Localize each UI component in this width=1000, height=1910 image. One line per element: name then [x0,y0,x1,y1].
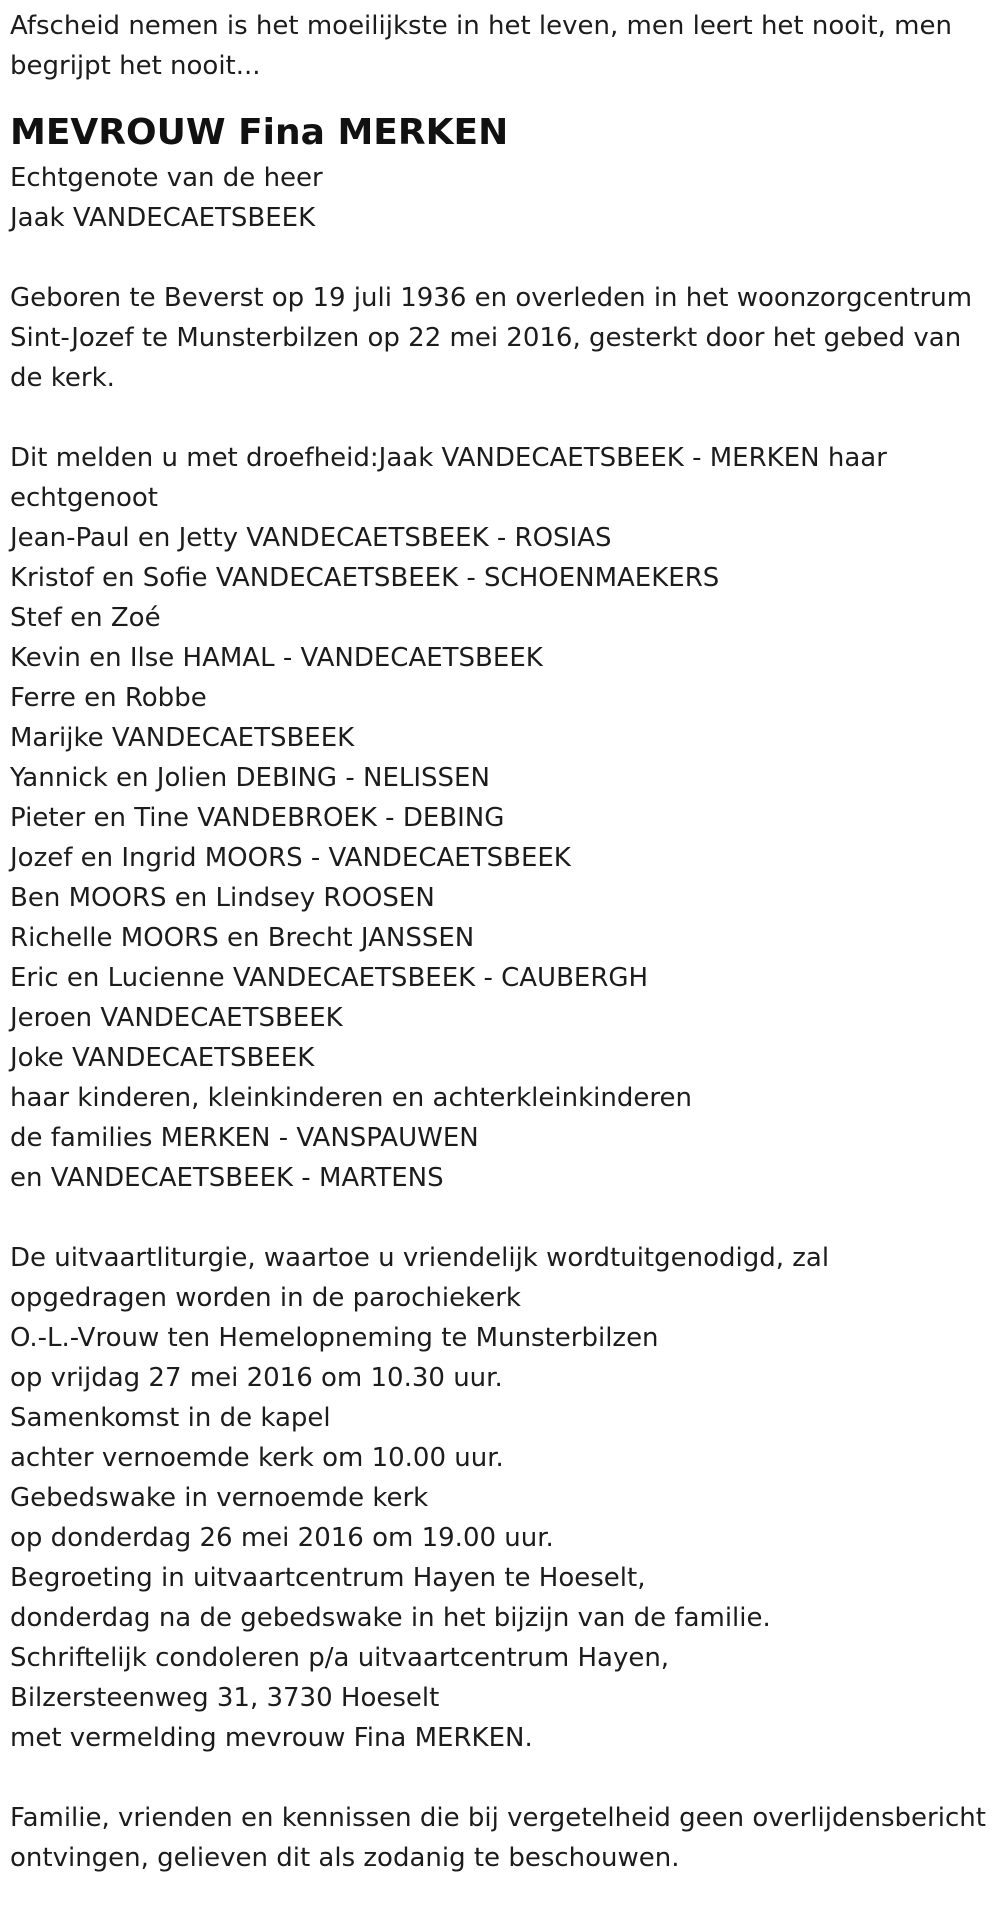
ceremony-line: Schriftelijk condoleren p/a uitvaartcentrum Hayen, [10,1643,670,1673]
intro-quote: Afscheid nemen is het moeilijkste in het leven, men leert het nooit, men begrijpt het nooit... [10,11,952,81]
spouse-line: Jaak VANDECAETSBEEK [10,203,316,233]
family-line: Stef en Zoé [10,603,161,633]
spouse-line: Echtgenote van de heer [10,163,323,193]
family-line: Kristof en Sofie VANDECAETSBEEK - SCHOENMAEKERS [10,563,720,593]
family-line: Jeroen VANDECAETSBEEK [10,1003,343,1033]
family-line: Ferre en Robbe [10,683,207,713]
ceremony-line: op vrijdag 27 mei 2016 om 10.30 uur. [10,1363,503,1393]
family-line: Joke VANDECAETSBEEK [10,1043,315,1073]
family-line: de families MERKEN - VANSPAUWEN [10,1123,479,1153]
ceremony-line: met vermelding mevrouw Fina MERKEN. [10,1723,533,1753]
family-line: Yannick en Jolien DEBING - NELISSEN [10,763,490,793]
family-line: en VANDECAETSBEEK - MARTENS [10,1163,444,1193]
ceremony-line: De uitvaartliturgie, waartoe u vriendelijk wordtuitgenodigd, zal opgedragen worden in de parochiekerk [10,1243,830,1313]
family-line: Richelle MOORS en Brecht JANSSEN [10,923,475,953]
birth-death-info: Geboren te Beverst op 19 juli 1936 en overleden in het woonzorgcentrum Sint-Jozef te Munsterbilzen op 22 mei 2016, gesterkt door het gebed van de kerk. [10,283,973,393]
ceremony-line: Bilzersteenweg 31, 3730 Hoeselt [10,1683,440,1713]
family-line: Dit melden u met droefheid:Jaak VANDECAETSBEEK - MERKEN haar echtgenoot [10,443,887,513]
family-list [10,438,990,1198]
ceremony-line: Gebedswake in vernoemde kerk [10,1483,429,1513]
ceremony-details [10,1238,990,1758]
family-line: Ben MOORS en Lindsey ROOSEN [10,883,435,913]
deceased-name: MEVROUW Fina MERKEN [10,112,509,153]
family-line: Jozef en Ingrid MOORS - VANDECAETSBEEK [10,843,571,873]
closing-note: Familie, vrienden en kennissen die bij vergetelheid geen overlijdensbericht ontvingen, gelieven dit als zodanig te beschouwen. [10,1803,986,1873]
ceremony-line: achter vernoemde kerk om 10.00 uur. [10,1443,504,1473]
ceremony-line: donderdag na de gebedswake in het bijzijn van de familie. [10,1603,771,1633]
ceremony-line: Begroeting in uitvaartcentrum Hayen te Hoeselt, [10,1563,646,1593]
family-line: haar kinderen, kleinkinderen en achterkleinkinderen [10,1083,692,1113]
family-line: Marijke VANDECAETSBEEK [10,723,355,753]
ceremony-line: Samenkomst in de kapel [10,1403,331,1433]
family-line: Pieter en Tine VANDEBROEK - DEBING [10,803,505,833]
spouse-block [10,158,990,238]
ceremony-line: op donderdag 26 mei 2016 om 19.00 uur. [10,1523,554,1553]
ceremony-line: O.-L.-Vrouw ten Hemelopneming te Munsterbilzen [10,1323,659,1353]
family-line: Jean-Paul en Jetty VANDECAETSBEEK - ROSIAS [10,523,612,553]
family-line: Eric en Lucienne VANDECAETSBEEK - CAUBERGH [10,963,649,993]
family-line: Kevin en Ilse HAMAL - VANDECAETSBEEK [10,643,543,673]
